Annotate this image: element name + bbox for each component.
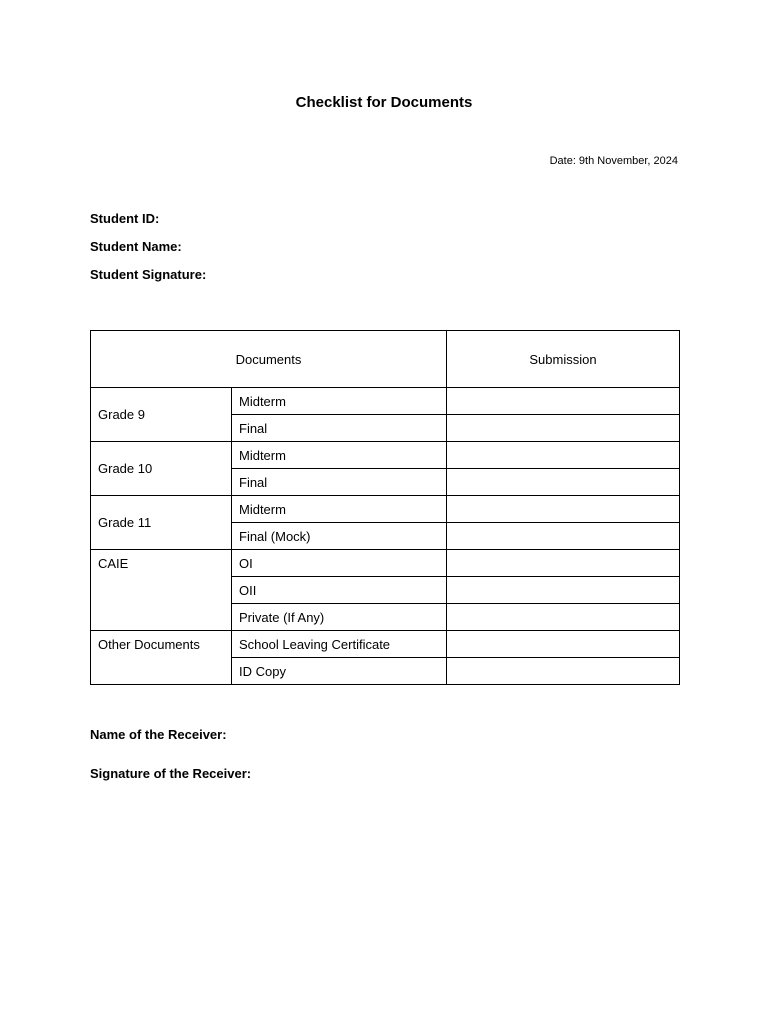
document-item: Midterm — [232, 388, 447, 415]
table-row — [91, 442, 680, 469]
submission-cell[interactable] — [447, 658, 680, 685]
table-row — [91, 388, 680, 415]
group-label: Grade 10 — [91, 442, 232, 496]
document-item: Final (Mock) — [232, 523, 447, 550]
document-item: Final — [232, 469, 447, 496]
document-item: Midterm — [232, 442, 447, 469]
student-name-label: Student Name: — [90, 239, 182, 254]
header-submission: Submission — [447, 331, 680, 388]
submission-cell[interactable] — [447, 604, 680, 631]
receiver-signature-label: Signature of the Receiver: — [90, 766, 252, 781]
submission-cell[interactable] — [447, 496, 680, 523]
student-id-label: Student ID: — [90, 211, 160, 226]
submission-cell[interactable] — [447, 577, 680, 604]
receiver-name-label: Name of the Receiver: — [90, 727, 227, 742]
submission-cell[interactable] — [447, 469, 680, 496]
submission-cell[interactable] — [447, 631, 680, 658]
group-label: Other Documents — [91, 631, 232, 685]
submission-cell[interactable] — [447, 523, 680, 550]
document-item: School Leaving Certificate — [232, 631, 447, 658]
table-row — [91, 496, 680, 523]
checklist-table — [90, 330, 680, 685]
group-label: CAIE — [91, 550, 232, 631]
document-item: ID Copy — [232, 658, 447, 685]
document-item: OI — [232, 550, 447, 577]
document-item: OII — [232, 577, 447, 604]
group-label: Grade 9 — [91, 388, 232, 442]
document-item: Midterm — [232, 496, 447, 523]
document-item: Final — [232, 415, 447, 442]
table-header-row — [91, 331, 680, 388]
submission-cell[interactable] — [447, 442, 680, 469]
submission-cell[interactable] — [447, 415, 680, 442]
submission-cell[interactable] — [447, 550, 680, 577]
group-label: Grade 11 — [91, 496, 232, 550]
document-item: Private (If Any) — [232, 604, 447, 631]
student-signature-label: Student Signature: — [90, 267, 207, 282]
document-date: Date: 9th November, 2024 — [549, 155, 678, 167]
document-title: Checklist for Documents — [295, 94, 473, 111]
header-documents: Documents — [91, 331, 447, 388]
table-row — [91, 631, 680, 658]
table-row — [91, 550, 680, 577]
submission-cell[interactable] — [447, 388, 680, 415]
